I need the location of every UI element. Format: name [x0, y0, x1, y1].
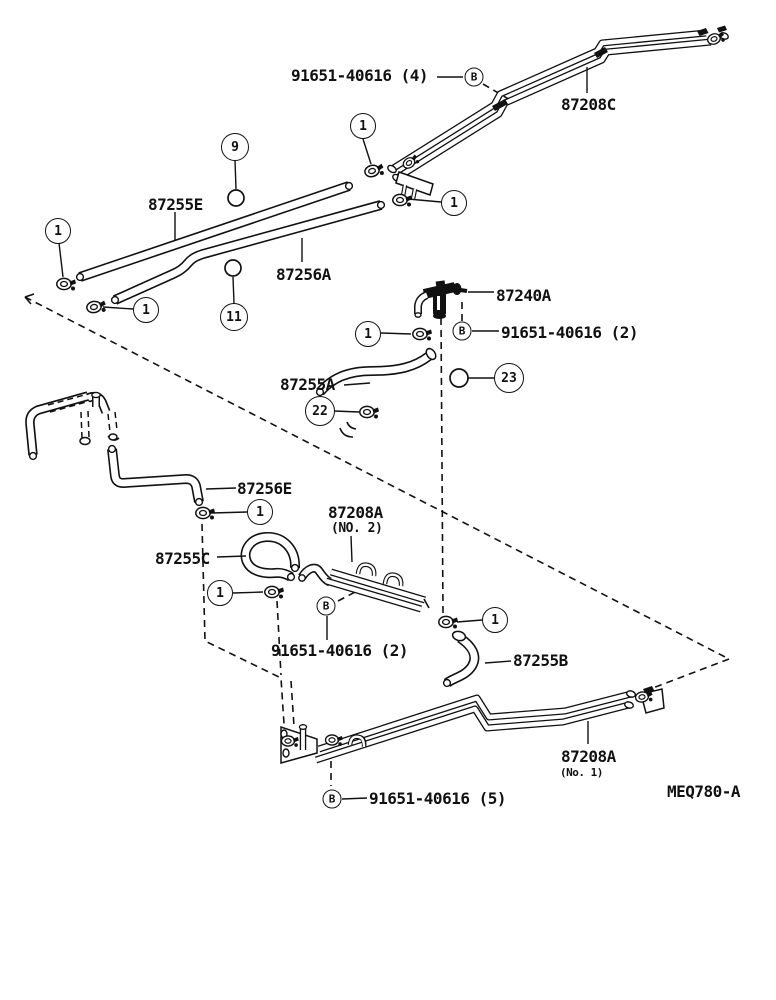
part-label-87255a: 87255A	[280, 375, 335, 394]
spring-clamp-22-detail	[340, 422, 356, 437]
hose-87255b	[444, 630, 475, 686]
callout-clamp-1-d: 1	[133, 297, 159, 323]
part-label-91651-40616-5: 91651-40616 (5)	[369, 789, 506, 808]
callout-clamp-1-h: 1	[482, 607, 508, 633]
part-label-87208a-no1-sub: (No. 1)	[560, 766, 603, 779]
callout-grommet-11: 11	[220, 303, 248, 331]
part-label-87208a-no1: 87208A	[561, 747, 616, 766]
hose-87256e	[109, 446, 203, 506]
part-label-91651-40616-2-upper: 91651-40616 (2)	[501, 323, 638, 342]
bolt-marker-top: B	[465, 68, 484, 87]
callout-clamp-1-g: 1	[207, 580, 233, 606]
pipe-87208c	[387, 26, 730, 200]
part-label-87208a-no2: 87208A	[328, 503, 383, 522]
callout-clamp-1-c: 1	[45, 218, 71, 244]
part-label-91651-40616-2-lower: 91651-40616 (2)	[271, 641, 408, 660]
callout-clamp-1-a: 1	[350, 113, 376, 139]
bolt-marker-no2: B	[317, 597, 336, 616]
callout-clamp-1-f: 1	[247, 499, 273, 525]
callout-clamp-1-b: 1	[441, 190, 467, 216]
part-label-91651-40616-4: 91651-40616 (4)	[291, 66, 428, 85]
part-label-87208c: 87208C	[561, 95, 616, 114]
bolt-marker-valve: B	[453, 322, 472, 341]
hose-87255c	[246, 537, 299, 580]
heater-valve-87240a	[415, 280, 467, 319]
bolt-marker-bottom: B	[323, 790, 342, 809]
part-label-87240a: 87240A	[496, 286, 551, 305]
part-label-87255b: 87255B	[513, 651, 568, 670]
part-label-87256a: 87256A	[276, 265, 331, 284]
callout-clamp-1-e: 1	[355, 321, 381, 347]
dashed-guides	[25, 84, 729, 786]
callout-grommet-9: 9	[221, 133, 249, 161]
callout-clamp-22: 22	[305, 396, 335, 426]
part-label-87255c: 87255C	[155, 549, 210, 568]
leader-lines	[59, 67, 588, 799]
callout-grommet-23: 23	[494, 363, 524, 393]
part-label-87255e: 87255E	[148, 195, 203, 214]
hose-clamps	[57, 31, 726, 747]
part-label-87208a-no2-sub: (NO. 2)	[331, 521, 383, 536]
left-pipe-assembly	[30, 392, 119, 459]
diagram-code: MEQ780-A	[667, 782, 741, 801]
part-label-87256e: 87256E	[237, 479, 292, 498]
